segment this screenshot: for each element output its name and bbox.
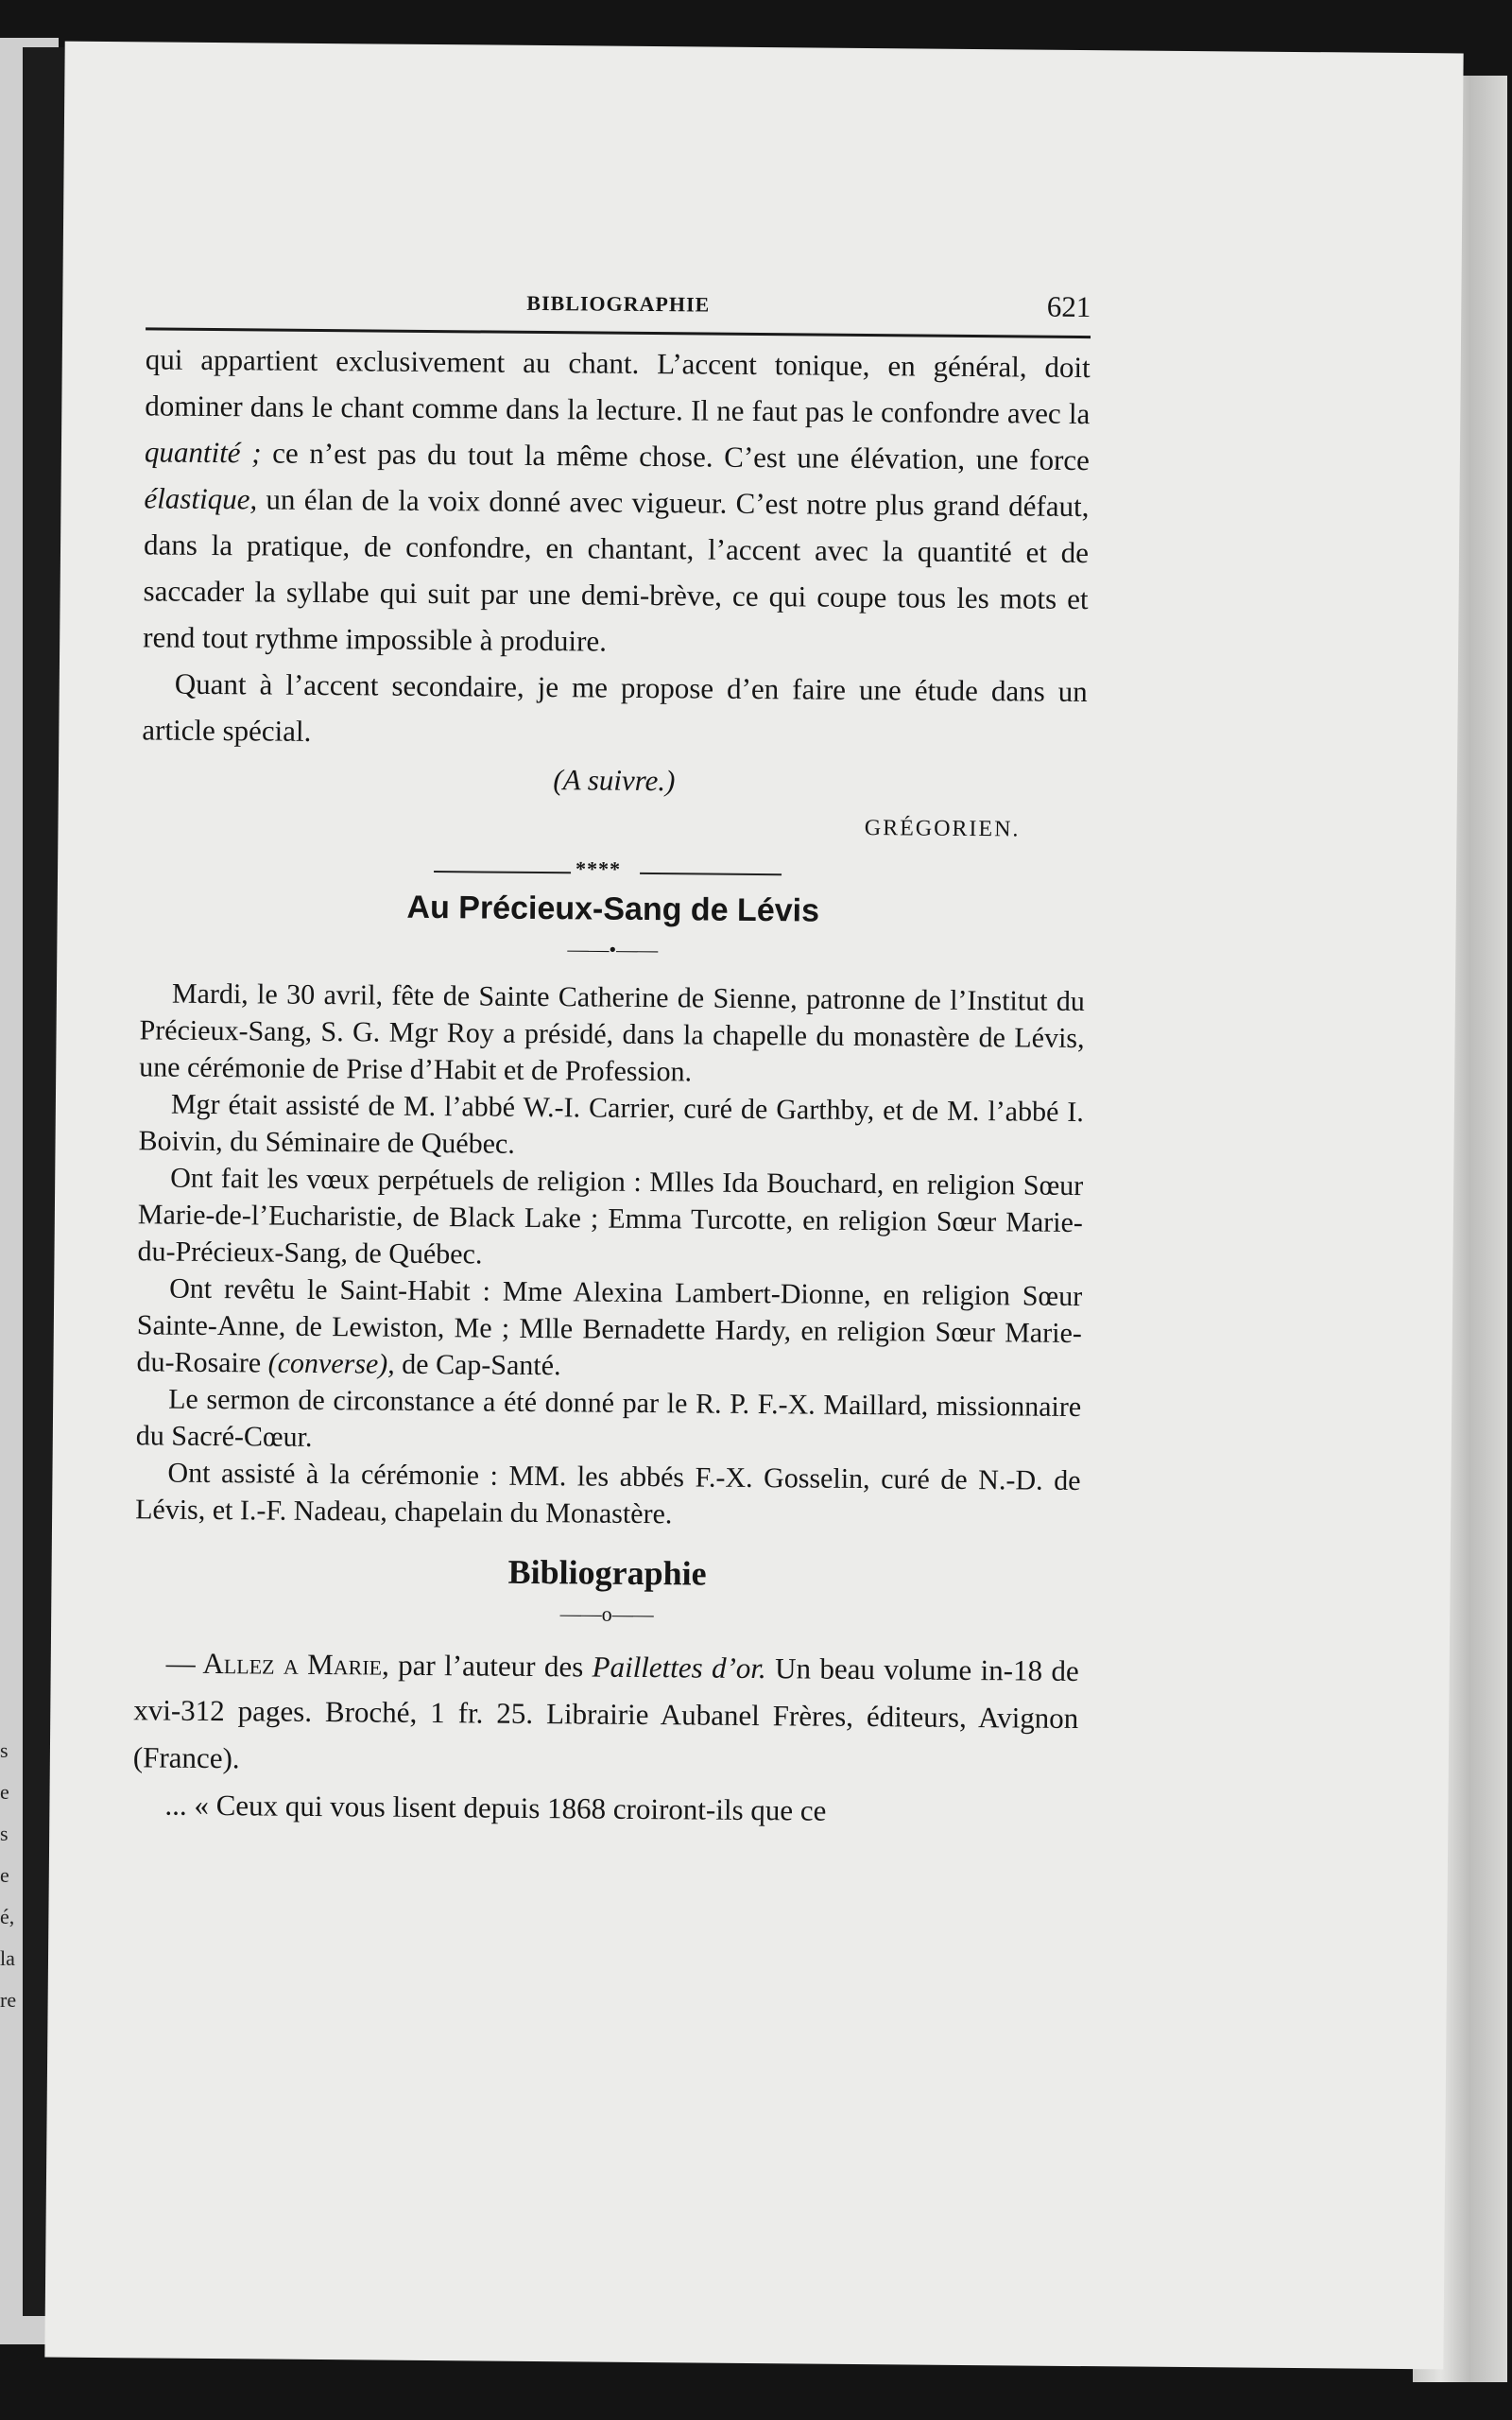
paragraph: Mardi, le 30 avril, fête de Sainte Catherine de Sienne, patronne de l’Institut du Précieux-Sang, S. G. Mgr Roy a présidé, dans la chapelle du monastère de Lévis, une cérémonie de Prise d’Habit et de Profession. <box>139 977 1086 1088</box>
paragraph: Ont assisté à la cérémonie : MM. les abbés F.-X. Gosselin, curé de N.-D. de Lévis, et I.-F. Nadeau, chapelain du Monastère. <box>135 1457 1081 1530</box>
divider-line <box>434 871 571 873</box>
section-title-bibliographie: Bibliographie <box>507 1552 707 1593</box>
author-signature: GRÉGORIEN. <box>864 816 1021 842</box>
fragment: e <box>0 1863 9 1887</box>
article-title: Au Précieux-Sang de Lévis <box>406 889 820 929</box>
fragment: s <box>0 1738 9 1762</box>
fragment: re <box>0 1988 17 2012</box>
book-page <box>44 42 1463 2370</box>
book-title: — Allez a Marie, <box>165 1646 389 1682</box>
paragraph <box>133 1639 1079 1789</box>
news-article <box>135 975 1085 1536</box>
text-run: Un beau volume in-18 de xvi-312 pages. Broché, 1 fr. 25. Librairie Aubanel Frères, éditeurs, Avignon (France). <box>132 1651 1079 1775</box>
divider-stars: **** <box>575 856 622 881</box>
fragment: la <box>0 1946 15 1970</box>
paragraph: Ont fait les vœux perpétuels de religion : Mlles Ida Bouchard, en religion Sœur Marie-de-l’Eucharistie, de Black Lake ; Emma Turcotte, en religion Sœur Marie-du-Précieux-Sang, de Québec. <box>137 1162 1084 1270</box>
to-be-continued: (A suivre.) <box>553 763 676 798</box>
paragraph: Le sermon de circonstance a été donné par le R. P. F.-X. Maillard, missionnaire du Sacré-Cœur. <box>135 1383 1082 1453</box>
paragraph <box>136 1270 1082 1389</box>
title-ornament: ——•—— <box>567 937 659 962</box>
paragraph: Mgr était assisté de M. l’abbé W.-I. Carrier, curé de Garthby, et de M. l’abbé I. Boivin, du Séminaire de Québec. <box>138 1088 1085 1160</box>
italic-term: Paillettes d’or. <box>592 1650 766 1685</box>
fragment: é, <box>0 1905 15 1928</box>
italic-term: (converse), <box>267 1347 395 1380</box>
text-run: qui appartient exclusivement au chant. L’accent tonique, en général, doit dominer dans le chant comme dans la lecture. Il ne faut pas le confondre avec la <box>145 342 1091 431</box>
title-ornament: ——o—— <box>559 1601 654 1627</box>
text-run: de Cap-Santé. <box>394 1348 561 1382</box>
running-title: BIBLIOGRAPHIE <box>526 290 711 317</box>
fragment: s <box>0 1822 9 1845</box>
page-number: 621 <box>1046 289 1091 324</box>
text-run: par l’auteur des <box>388 1648 593 1684</box>
paragraph: ... « Ceux qui vous lisent depuis 1868 croiront-ils que ce <box>164 1788 827 1827</box>
article-continuation <box>141 336 1091 854</box>
paragraph: Quant à l’accent secondaire, je me propose d’en faire une étude dans un article spécial. <box>142 666 1088 748</box>
section-divider <box>434 856 793 883</box>
italic-term: quantité ; <box>144 435 262 470</box>
text-run: Ont revêtu le Saint-Habit : Mme Alexina Lambert-Dionne, en religion Sœur Sainte-Anne, de Lewiston, Me ; Mlle Bernadette Hardy, en religion Sœur Marie-du-Rosaire <box>136 1272 1083 1379</box>
paragraph <box>143 336 1091 668</box>
italic-term: élastique, <box>144 481 258 516</box>
text-run: ce n’est pas du tout la même chose. C’est une élévation, une force <box>261 436 1091 477</box>
fragment: e <box>0 1780 9 1804</box>
divider-line <box>640 873 782 875</box>
running-header <box>146 278 1091 338</box>
page-content <box>132 278 1091 1837</box>
previous-page-fragments <box>0 1730 15 2021</box>
bibliography-entry <box>132 1639 1079 1837</box>
text-run: un élan de la voix donné avec vigueur. C’est notre plus grand défaut, dans la pratique, de confondre, en chantant, l’accent avec la quantité et de saccader la syllabe qui suit par une demi-brève, ce qui coupe tous les mots et rend tout rythme impossible à produire. <box>143 482 1090 658</box>
